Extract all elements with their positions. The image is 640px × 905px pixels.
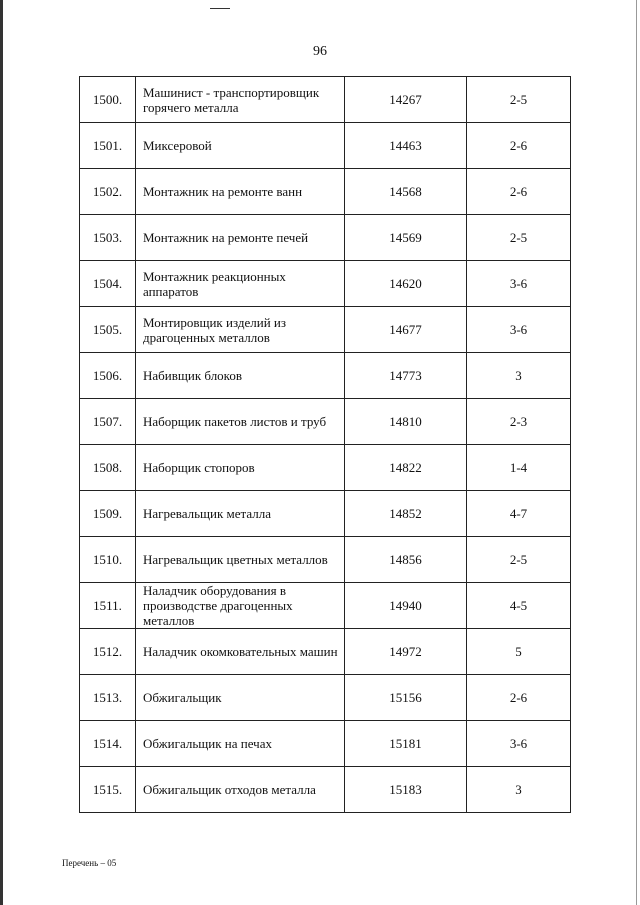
grade-range: 3-6 [467, 307, 571, 353]
grade-range: 3 [467, 353, 571, 399]
table-row [80, 675, 571, 721]
scan-edge-mark-right [636, 0, 637, 905]
table-row [80, 399, 571, 445]
grade-range: 2-5 [467, 537, 571, 583]
occupation-code: 14822 [345, 445, 467, 491]
occupation-name: Наборщик пакетов листов и труб [136, 399, 345, 445]
row-number: 1508. [80, 445, 136, 491]
occupation-name: Наладчик оборудования в производстве драгоценных металлов [136, 583, 345, 629]
occupation-code: 14940 [345, 583, 467, 629]
table-row [80, 215, 571, 261]
occupation-code: 14620 [345, 261, 467, 307]
occupation-code: 14568 [345, 169, 467, 215]
occupation-code: 14463 [345, 123, 467, 169]
table-row [80, 629, 571, 675]
table-row [80, 491, 571, 537]
table-row [80, 77, 571, 123]
table-row [80, 767, 571, 813]
table-row [80, 537, 571, 583]
row-number: 1515. [80, 767, 136, 813]
grade-range: 3 [467, 767, 571, 813]
page-number: 96 [313, 44, 327, 59]
occupation-name: Набивщик блоков [136, 353, 345, 399]
scan-edge-mark-top [210, 8, 230, 9]
occupation-name: Обжигальщик на печах [136, 721, 345, 767]
row-number: 1509. [80, 491, 136, 537]
occupation-name: Монтировщик изделий из драгоценных металлов [136, 307, 345, 353]
occupation-code: 14856 [345, 537, 467, 583]
occupation-code: 14972 [345, 629, 467, 675]
grade-range: 4-7 [467, 491, 571, 537]
row-number: 1512. [80, 629, 136, 675]
table-row [80, 445, 571, 491]
table-row [80, 261, 571, 307]
table-row [80, 353, 571, 399]
row-number: 1511. [80, 583, 136, 629]
occupation-code: 14852 [345, 491, 467, 537]
occupation-code: 15183 [345, 767, 467, 813]
grade-range: 2-5 [467, 77, 571, 123]
occupation-code: 14773 [345, 353, 467, 399]
occupation-code: 15181 [345, 721, 467, 767]
row-number: 1500. [80, 77, 136, 123]
occupation-name: Наборщик стопоров [136, 445, 345, 491]
row-number: 1510. [80, 537, 136, 583]
row-number: 1506. [80, 353, 136, 399]
occupation-code: 14267 [345, 77, 467, 123]
occupation-name: Миксеровой [136, 123, 345, 169]
grade-range: 3-6 [467, 261, 571, 307]
grade-range: 2-5 [467, 215, 571, 261]
grade-range: 2-3 [467, 399, 571, 445]
occupation-code: 14569 [345, 215, 467, 261]
table-row [80, 307, 571, 353]
table-row [80, 123, 571, 169]
occupation-name: Монтажник реакционных аппаратов [136, 261, 345, 307]
grade-range: 2-6 [467, 123, 571, 169]
occupation-name: Нагревальщик цветных металлов [136, 537, 345, 583]
grade-range: 2-6 [467, 675, 571, 721]
occupations-table [79, 76, 571, 813]
occupation-code: 14810 [345, 399, 467, 445]
row-number: 1513. [80, 675, 136, 721]
occupation-name: Наладчик окомковательных машин [136, 629, 345, 675]
occupation-name: Обжигальщик [136, 675, 345, 721]
occupation-code: 14677 [345, 307, 467, 353]
occupation-code: 15156 [345, 675, 467, 721]
occupation-name: Обжигальщик отходов металла [136, 767, 345, 813]
table-row [80, 169, 571, 215]
row-number: 1514. [80, 721, 136, 767]
grade-range: 3-6 [467, 721, 571, 767]
scan-edge-mark [0, 0, 3, 905]
table-body [80, 77, 571, 813]
occupation-name: Монтажник на ремонте ванн [136, 169, 345, 215]
row-number: 1505. [80, 307, 136, 353]
grade-range: 2-6 [467, 169, 571, 215]
grade-range: 4-5 [467, 583, 571, 629]
table-row [80, 721, 571, 767]
grade-range: 5 [467, 629, 571, 675]
table-row [80, 583, 571, 629]
row-number: 1501. [80, 123, 136, 169]
row-number: 1507. [80, 399, 136, 445]
occupation-name: Нагревальщик металла [136, 491, 345, 537]
footer-label: Перечень – 05 [62, 858, 117, 868]
row-number: 1502. [80, 169, 136, 215]
grade-range: 1-4 [467, 445, 571, 491]
row-number: 1504. [80, 261, 136, 307]
occupation-name: Машинист - транспортировщик горячего металла [136, 77, 345, 123]
row-number: 1503. [80, 215, 136, 261]
occupation-name: Монтажник на ремонте печей [136, 215, 345, 261]
